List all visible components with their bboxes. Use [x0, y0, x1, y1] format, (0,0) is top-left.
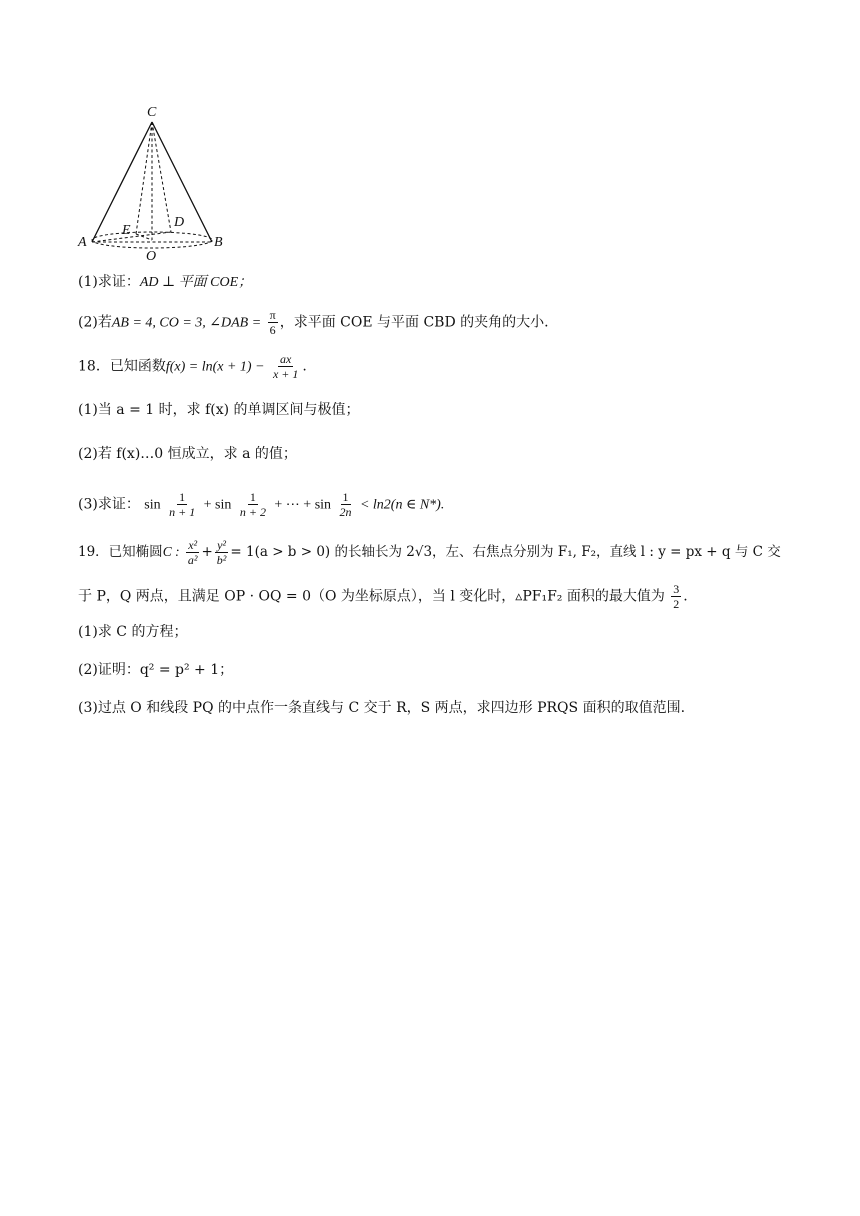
q18-part1: (1)当 a = 1 时，求 f(x) 的单调区间与极值；: [78, 402, 360, 418]
q19-part1: (1)求 C 的方程；: [78, 624, 188, 640]
label-B: B: [214, 235, 223, 250]
q19-part3: (3)过点 O 和线段 PQ 的中点作一条直线与 C 交于 R，S 两点，求四边形 PRQS 面积的取值范围.: [78, 700, 686, 716]
cone-figure: [76, 100, 236, 265]
frac-pi-6: $\frac{\pi}{6}$: [269, 308, 276, 337]
frac-ax: $\frac{ax}{x + 1}$: [272, 352, 299, 381]
q18-part3: (3)求证： sin $\frac{1}{n + 1}$ + sin $\frac{1}{n + 2}$ + ⋯ + sin $\frac{1}{2n}$ < ln2(n ∈ N*).: [78, 490, 445, 519]
label-O: O: [146, 249, 157, 264]
cone-hidden-lines: [92, 122, 212, 248]
q18-part2: (2)若 f(x)…0 恒成立，求 a 的值；: [78, 446, 297, 462]
label-C: C: [147, 105, 157, 120]
label-E: E: [122, 223, 131, 238]
q19-part2: (2)证明：q² = p² + 1；: [78, 662, 234, 678]
q17-part2: (2)若AB = 4, CO = 3, ∠DAB = $\frac{\pi}{6}$ ，求平面 COE 与平面 CBD 的夹角的大小.: [78, 308, 549, 337]
label-A: A: [78, 235, 87, 250]
q19-line1: 19．已知椭圆C : $\frac{\text{x²}}{\text{a²}}$ + $\frac{\text{y²}}{\text{b²}}$ = 1(a > b > 0) 的长轴长为 2√3，左、右焦点分别为 F₁, F₂，直线 l : y = px + q 与 C 交: [78, 538, 781, 567]
label-D: D: [174, 215, 185, 230]
q18-stem: 18．已知函数f(x) = ln(x + 1) − $\frac{ax}{x + 1}$ .: [78, 352, 307, 381]
q19-line2: 于 P，Q 两点，且满足 OP · OQ = 0（O 为坐标原点），当 l 变化时，▵PF₁F₂ 面积的最大值为 $\frac{3}{2}$ .: [78, 582, 688, 611]
q17-part1: (1)求证：AD ⊥ 平面 COE；: [78, 274, 253, 290]
